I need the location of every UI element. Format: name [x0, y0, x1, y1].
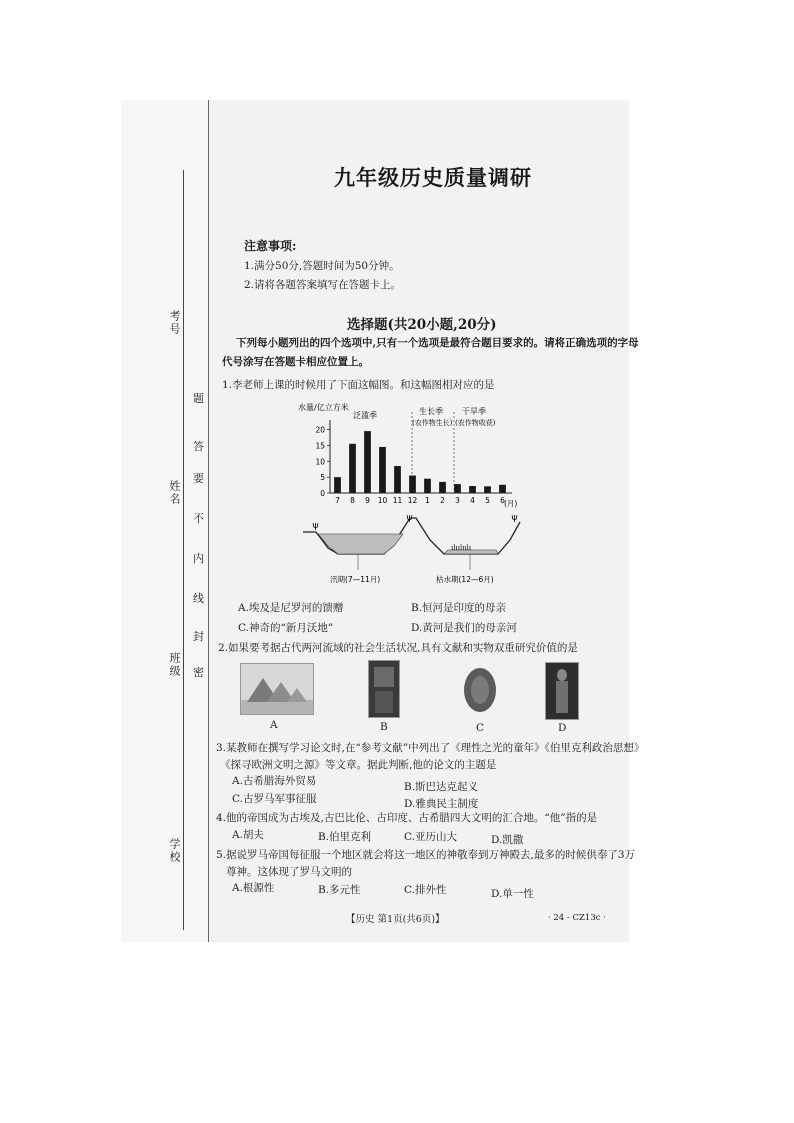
pyramids-image	[240, 663, 314, 715]
seal-char: 内	[193, 552, 204, 565]
q1-option-c: C.神奇的“新月沃地”	[238, 622, 334, 634]
page-title: 九年级历史质量调研	[334, 165, 532, 190]
bar-5	[484, 486, 491, 493]
y-tick-label: 15	[315, 441, 325, 451]
name-label: 姓名	[168, 480, 181, 506]
bar-6	[499, 485, 506, 493]
bar-3	[454, 484, 461, 493]
notice-heading: 注意事项:	[244, 239, 297, 253]
tree-icon: ψ	[312, 521, 320, 531]
seal-char: 题	[193, 392, 204, 405]
page-footer: 【历史 第1页(共6页)】	[346, 914, 445, 925]
q1-option-b: B.恒河是印度的母亲	[411, 602, 507, 614]
seal-char: 不	[193, 512, 204, 525]
x-tick-label: 4	[470, 496, 475, 505]
q2-label-c: C	[476, 722, 485, 734]
tree-icon: ψ	[511, 513, 519, 523]
x-tick-label: 12	[407, 496, 418, 505]
period-label: 干旱季	[462, 407, 486, 416]
x-tick-label: 11	[392, 496, 403, 505]
q3-option-b: B.斯巴达克起义	[404, 781, 479, 793]
section-title: 选择题(共20小题,20分)	[347, 317, 497, 333]
period-label: 生长季	[419, 407, 443, 416]
q5-option-a: A.根源性	[232, 882, 275, 894]
q3-option-c: C.古罗马军事征服	[232, 793, 317, 805]
y-tick-label: 5	[320, 473, 325, 483]
q5-option-c: C.排外性	[404, 884, 447, 896]
bar-1	[424, 479, 431, 493]
question-1-stem: 1.李老师上课的时候用了下面这幅图。和这幅图相对应的是	[222, 379, 495, 391]
x-tick-label: 7	[335, 496, 340, 505]
x-tick-label: 8	[350, 496, 355, 505]
flood-caption: 汛期(7—11月)	[330, 575, 381, 584]
seal-char: 答	[193, 440, 204, 453]
crop-icon: ılıılıılı	[451, 544, 472, 552]
stele-image	[368, 660, 400, 718]
bar-4	[469, 486, 476, 493]
chart-x-unit: (月)	[504, 499, 518, 508]
seal-char: 密	[193, 666, 204, 679]
bar-8	[349, 444, 356, 493]
paper-code: · 24 - CZ13c ·	[548, 913, 606, 923]
question-5-stem: 5.据说罗马帝国每征服一个地区就会将这一地区的神敬奉到万神殿去,最多的时候供奉了3万	[216, 849, 636, 861]
question-4-stem: 4.他的帝国成为古埃及,古巴比伦、古印度、古希腊四大文明的汇合地。“他”指的是	[216, 812, 598, 824]
flood-water	[318, 534, 403, 554]
q2-label-d: D	[558, 722, 567, 734]
dry-caption: 枯水期(12—6月)	[436, 575, 494, 584]
y-tick-label: 20	[315, 425, 325, 435]
binding-line-inner	[208, 100, 209, 942]
period-label: 泛滥季	[353, 411, 377, 420]
q2-label-b: B	[380, 721, 388, 733]
chart-ylabel: 水量/亿立方米	[298, 403, 349, 412]
binding-line-outer	[183, 170, 184, 930]
nile-water-chart	[290, 398, 530, 513]
school-label: 学校	[168, 838, 181, 864]
q4-option-b: B.伯里克利	[318, 831, 372, 843]
x-tick-label: 3	[455, 496, 460, 505]
bar-2	[439, 482, 446, 493]
bar-11	[394, 466, 401, 493]
statue-image	[545, 662, 579, 720]
exam-no-label: 考号	[168, 310, 181, 336]
section-instruction: 代号涂写在答题卡相应位置上。	[222, 356, 369, 368]
x-tick-label: 1	[425, 496, 430, 505]
q2-label-a: A	[270, 719, 278, 731]
q5-option-d: D.单一性	[491, 888, 534, 900]
river-cross-section-diagram	[298, 510, 528, 590]
y-tick-label: 10	[315, 457, 325, 467]
bar-7	[334, 477, 341, 493]
seal-char: 封	[193, 630, 204, 643]
bar-10	[379, 447, 386, 493]
q1-option-d: D.黄河是我们的母亲河	[411, 622, 517, 634]
q4-option-d: D.凯撒	[491, 834, 524, 846]
class-label: 班级	[168, 652, 181, 678]
q1-option-a: A.埃及是尼罗河的馈赠	[238, 602, 344, 614]
seal-char: 线	[193, 592, 204, 605]
seal-char: 要	[193, 472, 204, 485]
q3-option-d: D.雅典民主制度	[404, 798, 479, 810]
x-tick-label: 10	[377, 496, 388, 505]
question-3-stem-cont: 《探寻欧洲文明之源》等文章。据此判断,他的论文的主题是	[220, 759, 497, 771]
x-tick-label: 9	[365, 496, 370, 505]
x-tick-label: 6	[500, 496, 505, 505]
q3-option-a: A.古希腊海外贸易	[232, 775, 317, 787]
bar-12	[409, 476, 416, 493]
x-tick-label: 5	[485, 496, 490, 505]
question-5-stem-cont: 尊神。这体现了罗马文明的	[226, 866, 352, 878]
notice-item: 1.满分50分,答题时间为50分钟。	[244, 260, 400, 272]
y-tick-label: 0	[320, 489, 325, 498]
question-3-stem: 3.某教师在撰写学习论文时,在“参考文献”中列出了《理性之光的童年》《伯里克利政治思想》	[216, 742, 645, 754]
seal-image	[462, 665, 498, 715]
period-sublabel: (农作物生长)	[412, 419, 453, 427]
q5-option-b: B.多元性	[318, 884, 361, 896]
notice-item: 2.请将各题答案填写在答题卡上。	[244, 279, 402, 291]
q4-option-c: C.亚历山大	[404, 831, 457, 843]
tree-icon: ψ	[406, 513, 414, 523]
period-sublabel: (农作物收获)	[455, 419, 496, 427]
bar-9	[364, 431, 371, 493]
q4-option-a: A.胡夫	[232, 829, 264, 841]
question-2-stem: 2.如果要考据古代两河流域的社会生活状况,具有文献和实物双重研究价值的是	[218, 642, 578, 654]
section-instruction: 下列每小题列出的四个选项中,只有一个选项是最符合题目要求的。请将正确选项的字母	[236, 337, 639, 349]
x-tick-label: 2	[440, 496, 445, 505]
